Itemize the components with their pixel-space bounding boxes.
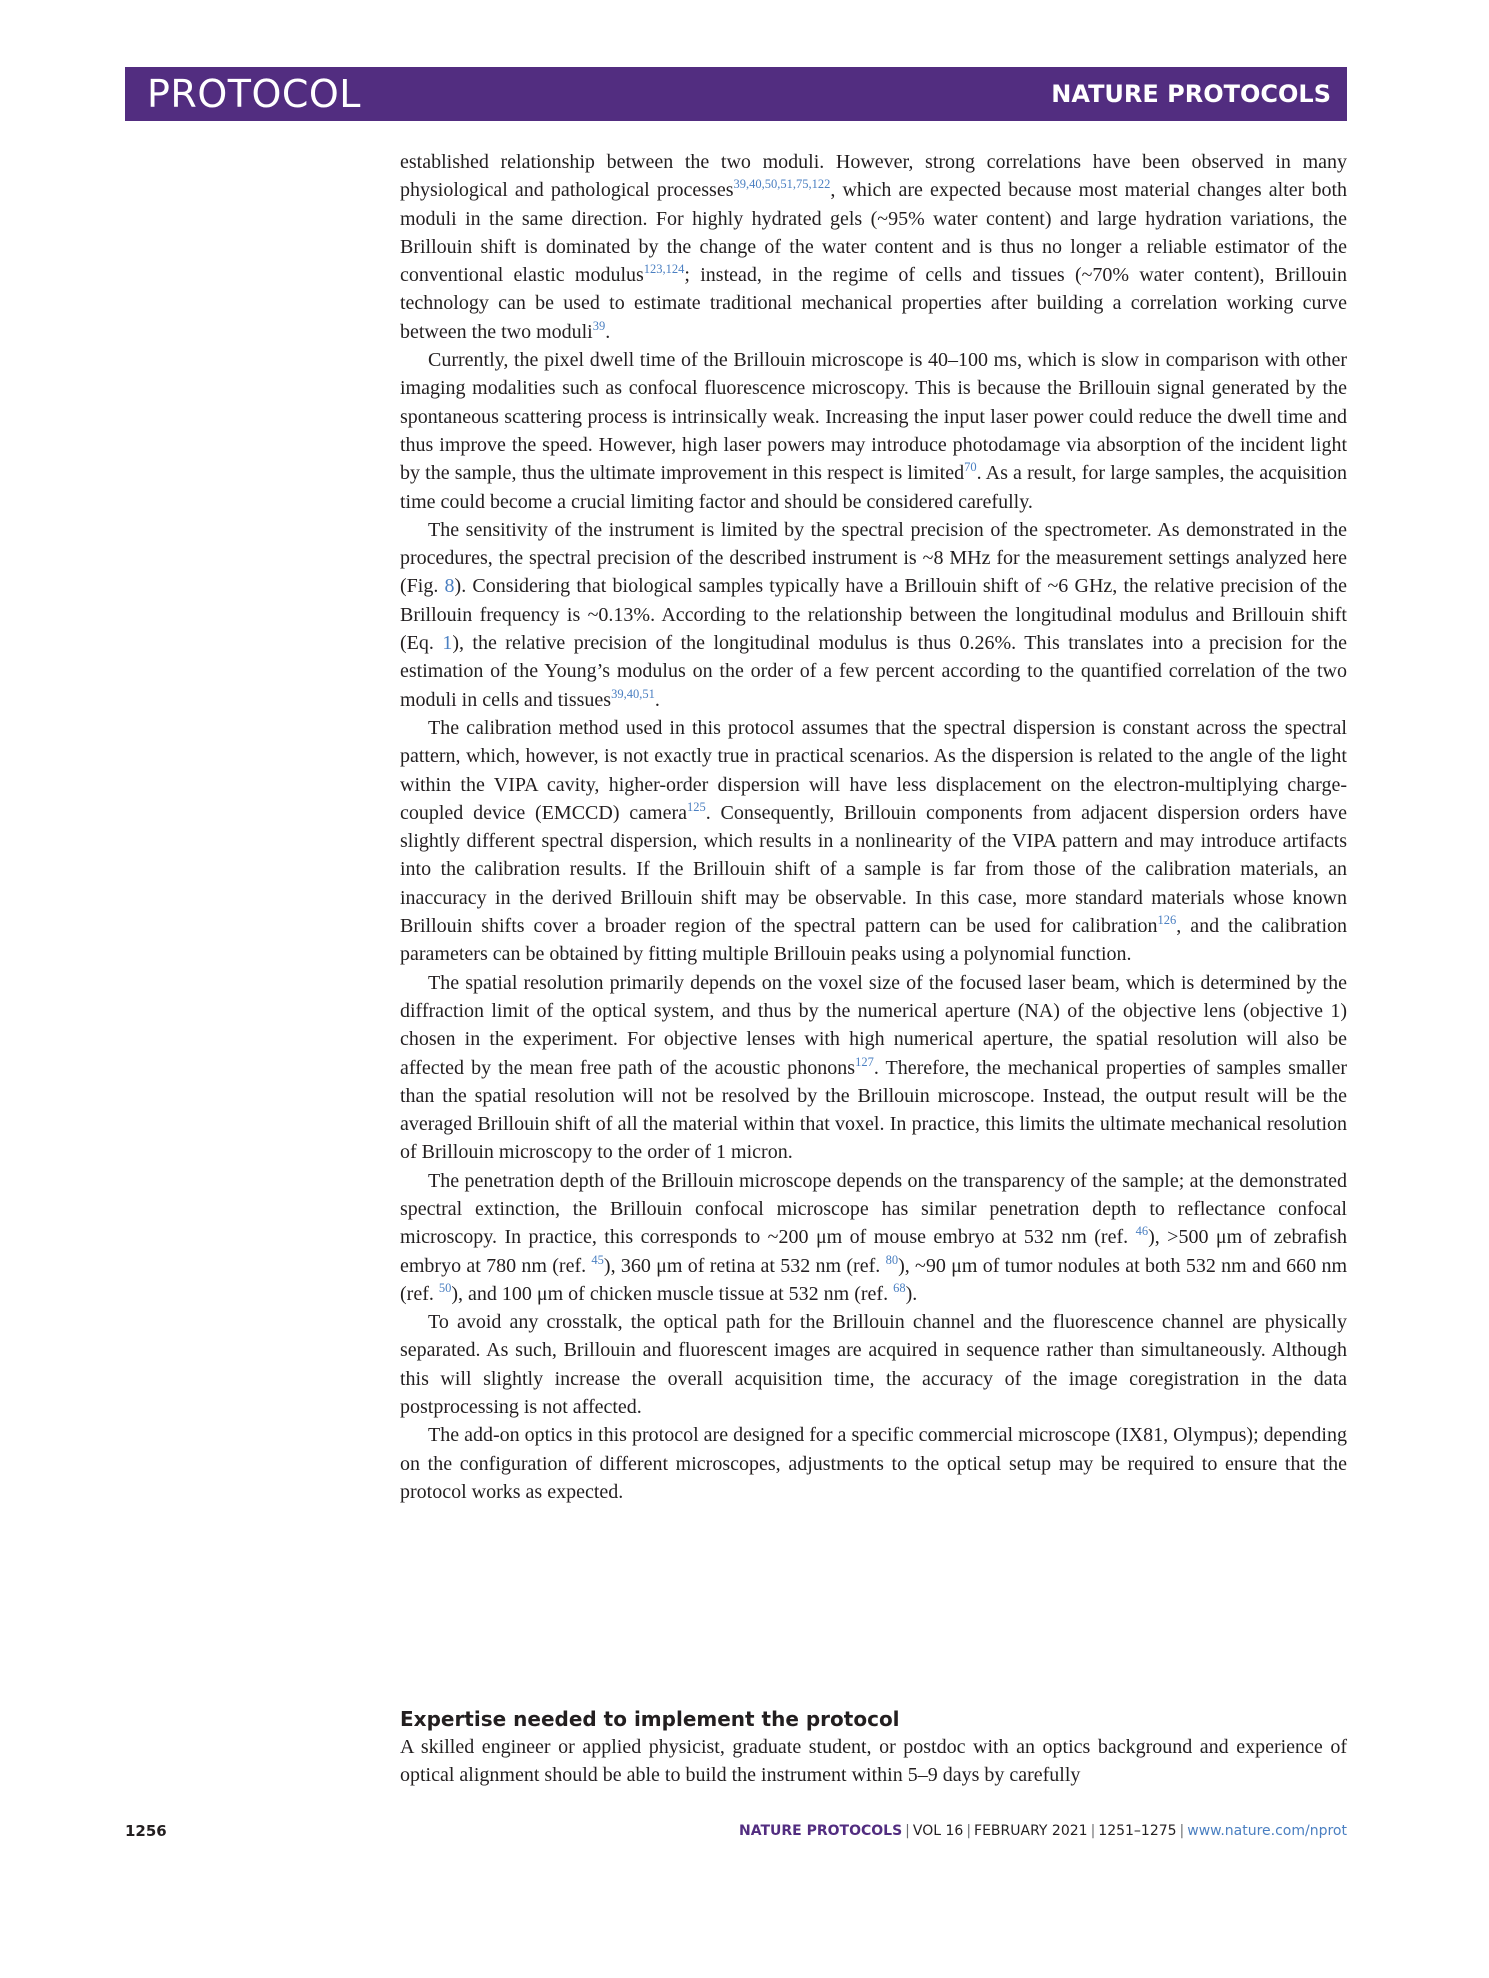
paragraph-crosstalk: To avoid any crosstalk, the optical path for the Brillouin channel and the fluorescence channel are physically separated. As such, Brillouin and fluorescent images are acquired in sequence rather than simultaneously. Although this will slightly increase the overall acquisition time, the accuracy of the image coregistration in the data postprocessing is not affected. bbox=[400, 1311, 1347, 1419]
figure-link[interactable]: 8 bbox=[444, 575, 455, 598]
citation-link[interactable]: 68 bbox=[893, 1280, 906, 1295]
citation-link[interactable]: 39 bbox=[592, 318, 606, 333]
citation-link[interactable]: 39,40,51 bbox=[611, 686, 655, 701]
citation-link[interactable]: 45 bbox=[591, 1252, 604, 1267]
footer-url-link[interactable]: www.nature.com/nprot bbox=[1187, 1823, 1347, 1839]
header-journal-name: NATURE PROTOCOLS bbox=[1051, 80, 1331, 108]
paragraph-penetration-depth: The penetration depth of the Brillouin microscope depends on the transparency of the sample; at the demonstrated spectral extinction, the Brillouin confocal microscope has similar penetration depth to reflectance confocal microscopy. In practice, this corresponds to ~200 μm of mouse embryo at 532 nm (ref. $^{46}$), >500 μm of zebrafish embryo at 780 nm (ref. $^{45}$), 360 μm of retina at 532 nm (ref. $^{80}$), ~90 μm of tumor nodules at both 532 nm and 660 nm (ref. $^{50}$), and 100 μm of chicken muscle tissue at 532 nm (ref. $^{68}$). bbox=[400, 1169, 1348, 1305]
citation-link[interactable]: 46 bbox=[1135, 1224, 1149, 1239]
header-section-label: PROTOCOL bbox=[147, 72, 361, 116]
expertise-section bbox=[400, 1705, 1347, 1790]
page-number: 1256 bbox=[125, 1822, 167, 1840]
citation-link[interactable]: 39,40,50,51,75,122 bbox=[733, 177, 831, 192]
footer-journal-name: NATURE PROTOCOLS bbox=[738, 1823, 903, 1839]
section-heading: Expertise needed to implement the protocol bbox=[400, 1707, 900, 1731]
running-header bbox=[125, 67, 1347, 121]
main-text bbox=[400, 148, 1347, 1506]
citation-link[interactable]: 80 bbox=[885, 1252, 899, 1267]
citation-link[interactable]: 127 bbox=[855, 1054, 874, 1069]
paragraph-sensitivity: The sensitivity of the instrument is limited by the spectral precision of the spectrometer. As demonstrated in the procedures, the spectral precision of the described instrument is ~8 MHz for the measurement settings analyzed here (Fig. 8). Considering that biological samples typically have a Brillouin shift of ~6 GHz, the relative precision of the Brillouin frequency is ~0.13%. According to the relationship between the longitudinal modulus and Brillouin shift (Eq. 1), the relative precision of the longitudinal modulus is thus 0.26%. This translates into a precision for the estimation of the Young’s modulus on the order of a few percent according to the quantified correlation of the two moduli in cells and tissues$^{39,40,51}$. bbox=[400, 518, 1347, 711]
citation-link[interactable]: 126 bbox=[1157, 913, 1177, 928]
footer-pages: 1251–1275 bbox=[1098, 1823, 1177, 1839]
footer-volume: VOL 16 bbox=[912, 1823, 964, 1839]
paragraph-add-on-optics: The add-on optics in this protocol are designed for a specific commercial microscope (IX81, Olympus); depending on the configuration of different microscopes, adjustments to the optical setup may be required to ensure that the protocol works as expected. bbox=[400, 1424, 1347, 1503]
footer-date: FEBRUARY 2021 bbox=[974, 1823, 1088, 1839]
paragraph-moduli-correlation: established relationship between the two moduli. However, strong correlations have been observed in many physiological and pathological processes$^{39,40,50,51,75,122}$, which are expected because most material changes alter both moduli in the same direction. For highly hydrated gels (~95% water content) and large hydration variations, the Brillouin shift is dominated by the change of the water content and is thus no longer a reliable estimator of the conventional elastic modulus$^{123,124}$; instead, in the regime of cells and tissues (~70% water content), Brillouin technology can be used to estimate traditional mechanical properties after building a correlation working curve between the two moduli$^{39}$. bbox=[400, 151, 1348, 343]
citation-link[interactable]: 70 bbox=[964, 460, 977, 475]
footer-citation: NATURE PROTOCOLS | VOL 16 | FEBRUARY 2021 | 1251–1275 | www.nature.com/nprot bbox=[738, 1823, 1347, 1839]
paragraph-spatial-resolution: The spatial resolution primarily depends on the voxel size of the focused laser beam, which is determined by the diffraction limit of the optical system, and thus by the numerical aperture (NA) of the objective lens (objective 1) chosen in the experiment. For objective lenses with high numerical aperture, the spatial resolution will also be affected by the mean free path of the acoustic phonons$^{127}$. Therefore, the mechanical properties of samples smaller than the spatial resolution will not be resolved by the Brillouin microscope. Instead, the output result will be the averaged Brillouin shift of all the material within that voxel. In practice, this limits the ultimate mechanical resolution of Brillouin microscopy to the order of 1 micron. bbox=[400, 971, 1347, 1164]
citation-link[interactable]: 50 bbox=[438, 1280, 452, 1295]
section-paragraph: A skilled engineer or applied physicist, graduate student, or postdoc with an optics background and experience of optical alignment should be able to build the instrument within 5–9 days by carefully bbox=[400, 1736, 1347, 1787]
equation-link[interactable]: 1 bbox=[442, 632, 453, 655]
paragraph-dwell-time: Currently, the pixel dwell time of the Brillouin microscope is 40–100 ms, which is slow in comparison with other imaging modalities such as confocal fluorescence microscopy. This is because the Brillouin signal generated by the spontaneous scattering process is intrinsically weak. Increasing the input laser power could reduce the dwell time and thus improve the speed. However, high laser powers may introduce photodamage via absorption of the incident light by the sample, thus the ultimate improvement in this respect is limited$^{70}$. As a result, for large samples, the acquisition time could become a crucial limiting factor and should be considered carefully. bbox=[400, 349, 1347, 513]
paragraph-calibration: The calibration method used in this protocol assumes that the spectral dispersion is constant across the spectral pattern, which, however, is not exactly true in practical scenarios. As the dispersion is related to the angle of the light within the VIPA cavity, higher-order dispersion will have less displacement on the electron-multiplying charge-coupled device (EMCCD) camera$^{125}$. Consequently, Brillouin components from adjacent dispersion orders have slightly different spectral dispersion, which results in a nonlinearity of the VIPA pattern and may introduce artifacts into the calibration results. If the Brillouin shift of a sample is far from those of the calibration materials, an inaccuracy in the derived Brillouin shift may be observable. In this case, more standard materials whose known Brillouin shifts cover a broader region of the spectral pattern can be used for calibration$^{126}$, and the calibration parameters can be obtained by fitting multiple Brillouin peaks using a polynomial function. bbox=[400, 716, 1347, 966]
citation-link[interactable]: 123,124 bbox=[643, 262, 685, 277]
citation-link[interactable]: 125 bbox=[687, 799, 706, 814]
